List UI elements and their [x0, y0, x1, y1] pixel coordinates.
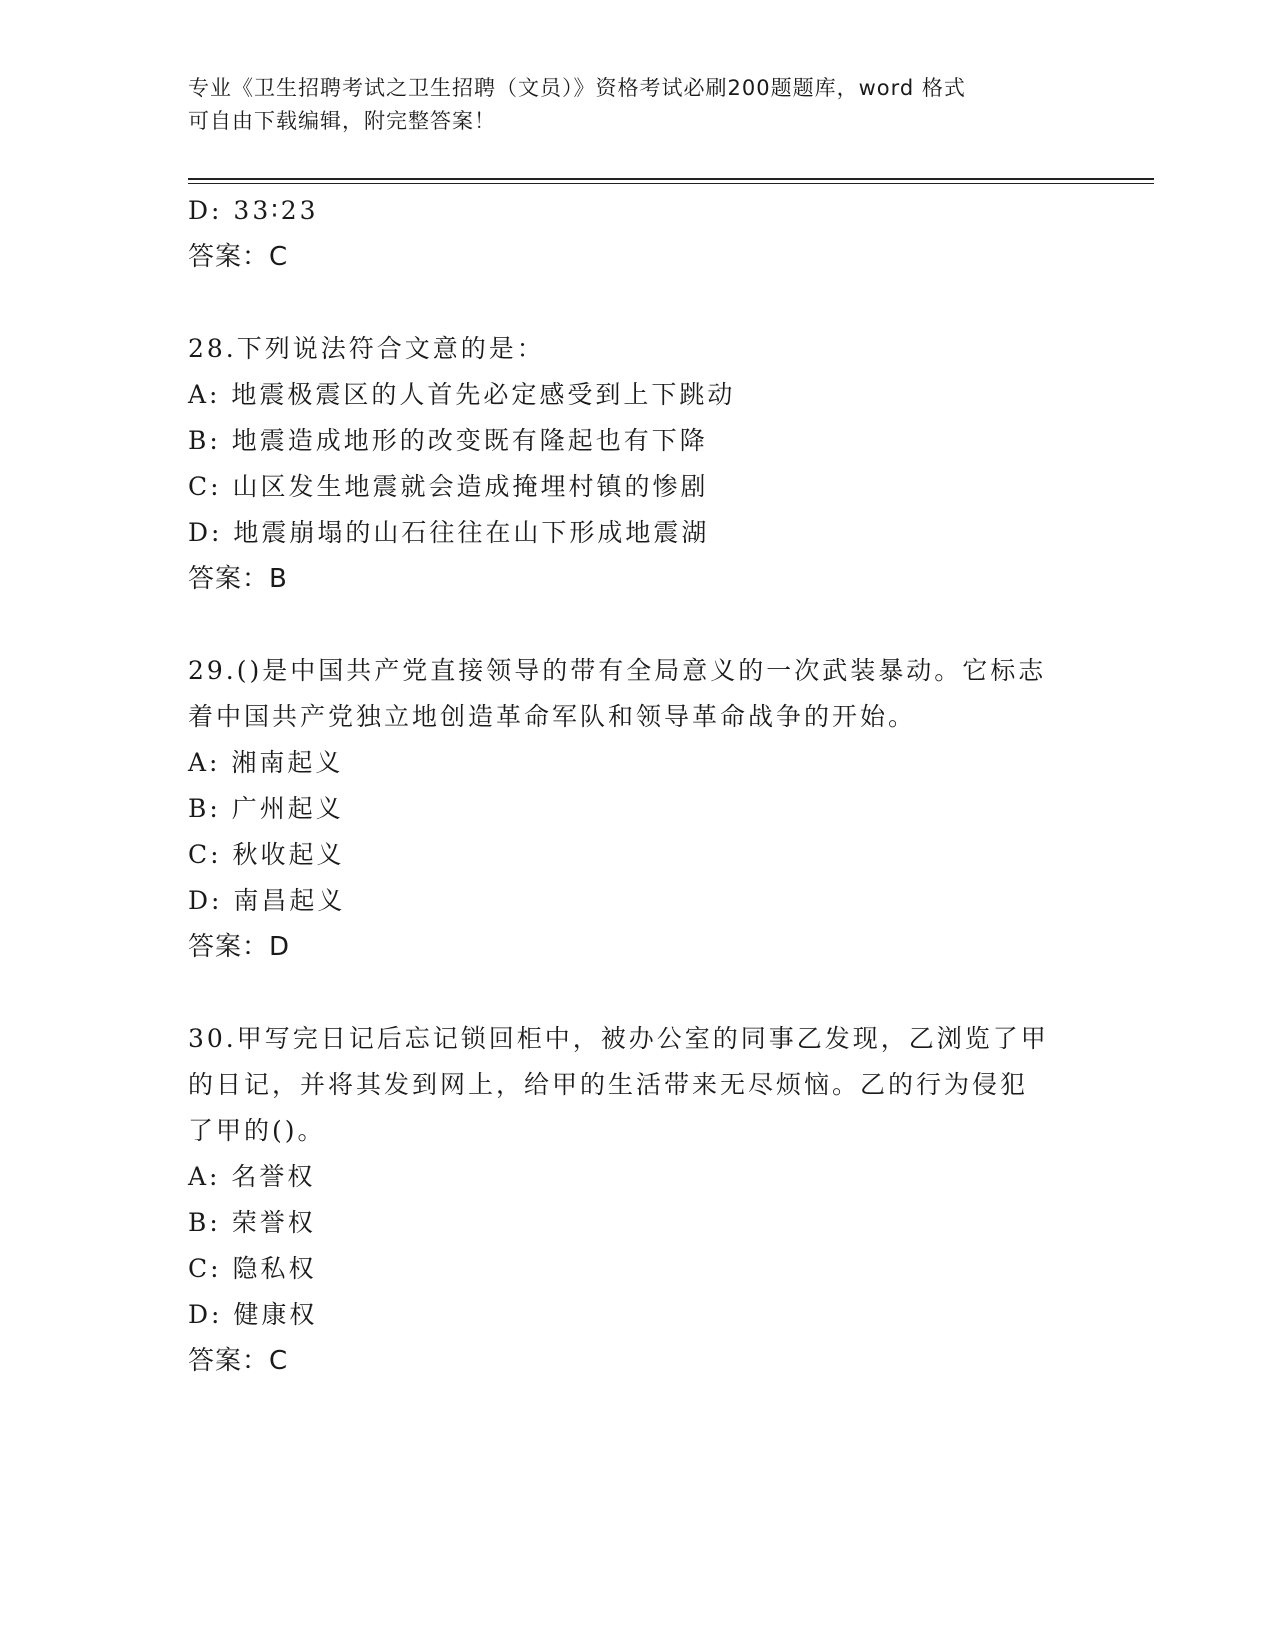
question-stem: 28.下列说法符合文意的是：: [188, 334, 545, 363]
answer: 答案：D: [188, 932, 291, 962]
option-c: C: 隐私权: [188, 1254, 317, 1283]
question-list: [188, 188, 1088, 1384]
answer: 答案：B: [188, 564, 288, 594]
page-header: [188, 72, 1068, 138]
header-divider-thick: [188, 178, 1154, 180]
question-stem-line-3: 了甲的()。: [188, 1116, 326, 1145]
question-stem-line-1: 29.()是中国共产党直接领导的带有全局意义的一次武装暴动。它标志: [188, 656, 1047, 685]
option-b: B: 荣誉权: [188, 1208, 316, 1237]
answer: 答案：C: [188, 1346, 289, 1376]
question-28: [188, 326, 1088, 602]
spacer: [188, 602, 1088, 648]
option-a: A: 名誉权: [188, 1162, 316, 1191]
option-c: C: 秋收起义: [188, 840, 345, 869]
spacer: [188, 970, 1088, 1016]
option-b: B: 地震造成地形的改变既有隆起也有下降: [188, 426, 708, 455]
prev-answer: 答案：C: [188, 242, 289, 272]
prev-option-d: D: 33∶23: [188, 196, 319, 225]
question-stem-line-2: 着中国共产党独立地创造革命军队和领导革命战争的开始。: [188, 702, 917, 731]
option-b: B: 广州起义: [188, 794, 344, 823]
question-stem-line-1: 30.甲写完日记后忘记锁回柜中，被办公室的同事乙发现，乙浏览了甲: [188, 1024, 1049, 1053]
question-29: [188, 648, 1088, 970]
question-30: [188, 1016, 1088, 1384]
question-stem-line-2: 的日记，并将其发到网上，给甲的生活带来无尽烦恼。乙的行为侵犯: [188, 1070, 1029, 1099]
spacer: [188, 280, 1088, 326]
option-a: A: 地震极震区的人首先必定感受到上下跳动: [188, 380, 736, 409]
header-line-1: 专业《卫生招聘考试之卫生招聘（文员）》资格考试必刷200题题库，word 格式: [188, 76, 966, 100]
header-line-2: 可自由下载编辑，附完整答案！: [188, 109, 496, 133]
option-d: D: 健康权: [188, 1300, 318, 1329]
option-c: C: 山区发生地震就会造成掩埋村镇的惨剧: [188, 472, 709, 501]
option-a: A: 湘南起义: [188, 748, 344, 777]
header-divider-thin: [188, 183, 1154, 184]
option-d: D: 地震崩塌的山石往往在山下形成地震湖: [188, 518, 710, 547]
option-d: D: 南昌起义: [188, 886, 346, 915]
